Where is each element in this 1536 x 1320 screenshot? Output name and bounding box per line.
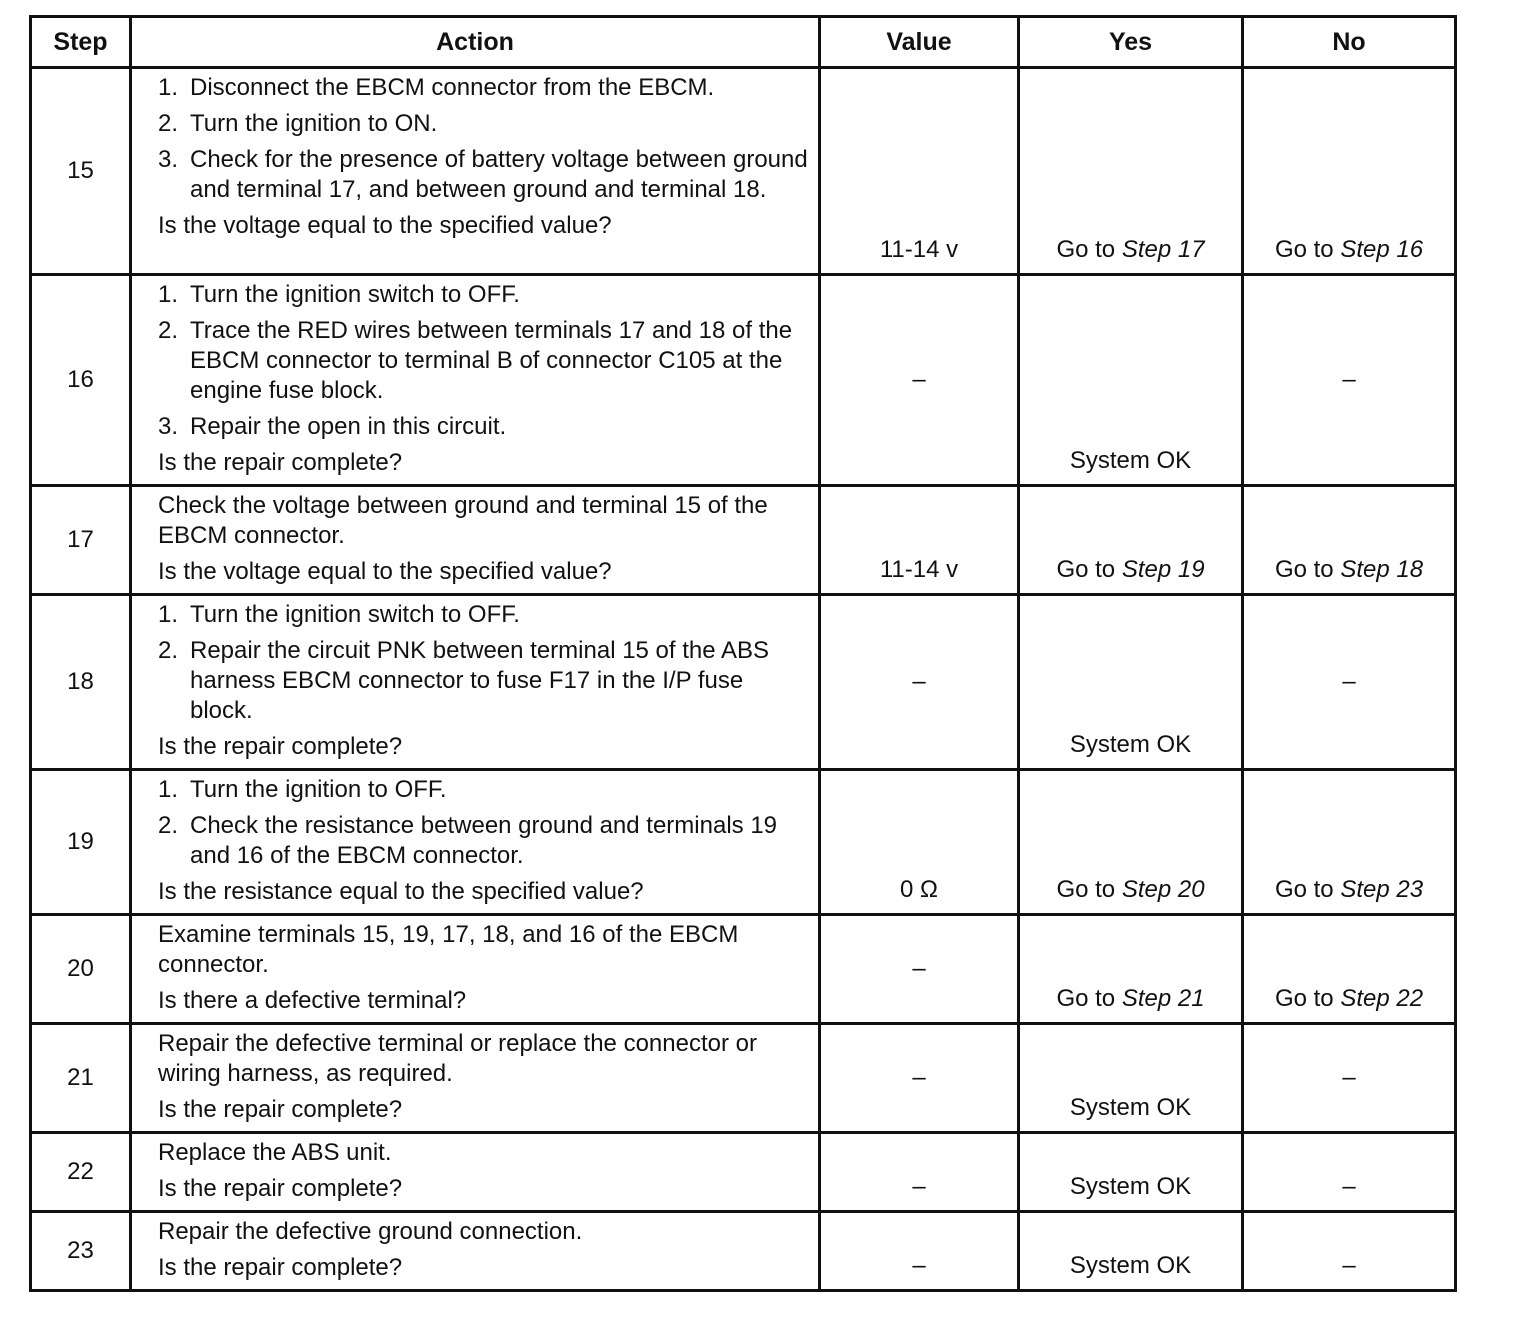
yes-cell xyxy=(1019,1024,1243,1133)
action-question: Is the voltage equal to the specified value? xyxy=(158,212,612,239)
action-question: Is the resistance equal to the specified value? xyxy=(158,878,644,905)
action-item-number: 2. xyxy=(158,637,179,664)
goto-prefix: Go to xyxy=(1056,556,1122,583)
action-item xyxy=(158,280,808,310)
action-item xyxy=(158,636,808,726)
action-item-text: Turn the ignition switch to OFF. xyxy=(190,601,520,628)
action-question: Is there a defective terminal? xyxy=(158,987,467,1014)
action-item-number: 1. xyxy=(158,776,179,803)
value-cell: 11-14 v xyxy=(820,68,1019,275)
action-line: Examine terminals 15, 19, 17, 18, and 16 of the EBCM connector. xyxy=(158,921,739,978)
action-cell xyxy=(131,1133,820,1212)
yes-cell xyxy=(1019,915,1243,1024)
yes-cell xyxy=(1019,1133,1243,1212)
goto-step-ref: Step 17 xyxy=(1121,236,1205,263)
action-item-text: Disconnect the EBCM connector from the EBCM. xyxy=(190,74,715,101)
action-item-text: Check the resistance between ground and terminals 19 and 16 of the EBCM connector. xyxy=(190,812,778,869)
goto-prefix: System OK xyxy=(1069,447,1192,474)
goto-step-ref: Step 16 xyxy=(1340,236,1424,263)
diagnostic-table xyxy=(29,15,1457,1292)
table-row xyxy=(31,1024,1456,1133)
action-cell xyxy=(131,486,820,595)
table-row xyxy=(31,1212,1456,1291)
action-item-number: 1. xyxy=(158,74,179,101)
goto-step-ref: Step 18 xyxy=(1340,556,1424,583)
no-cell xyxy=(1243,1024,1456,1133)
no-cell xyxy=(1243,1133,1456,1212)
value-cell: – xyxy=(820,1133,1019,1212)
action-cell xyxy=(131,1212,820,1291)
action-item xyxy=(158,811,808,871)
action-item-text: Turn the ignition to ON. xyxy=(190,110,438,137)
action-item-number: 1. xyxy=(158,281,179,308)
no-cell xyxy=(1243,1212,1456,1291)
action-item xyxy=(158,600,808,630)
action-cell xyxy=(131,68,820,275)
goto-prefix: System OK xyxy=(1069,1252,1192,1279)
action-item xyxy=(158,145,808,205)
step-number: 16 xyxy=(31,275,131,486)
action-question: Is the repair complete? xyxy=(158,1096,403,1123)
goto-step-ref: Step 19 xyxy=(1121,556,1205,583)
no-cell xyxy=(1243,770,1456,915)
action-item-text: Repair the open in this circuit. xyxy=(190,413,507,440)
no-cell xyxy=(1243,595,1456,770)
no-cell xyxy=(1243,68,1456,275)
goto-prefix: Go to xyxy=(1274,556,1341,583)
goto-prefix: Go to xyxy=(1056,985,1122,1012)
goto-step-ref: Step 21 xyxy=(1121,985,1205,1012)
action-line: Repair the defective terminal or replace the connector or wiring harness, as required. xyxy=(158,1030,757,1087)
goto-prefix: – xyxy=(1342,366,1356,393)
no-cell xyxy=(1243,486,1456,595)
table-row xyxy=(31,486,1456,595)
value-cell: – xyxy=(820,915,1019,1024)
yes-cell xyxy=(1019,595,1243,770)
value-cell: 0 Ω xyxy=(820,770,1019,915)
step-number: 17 xyxy=(31,486,131,595)
action-item-text: Repair the circuit PNK between terminal 15 of the ABS harness EBCM connector to fuse F17 in the I/P fuse block. xyxy=(190,637,769,724)
step-number: 22 xyxy=(31,1133,131,1212)
action-question: Is the repair complete? xyxy=(158,733,403,760)
action-question: Is the repair complete? xyxy=(158,1254,403,1281)
goto-prefix: – xyxy=(1342,1173,1356,1200)
action-item xyxy=(158,316,808,406)
table-row xyxy=(31,915,1456,1024)
value-cell: – xyxy=(820,275,1019,486)
action-item xyxy=(158,412,808,442)
goto-prefix: System OK xyxy=(1069,1173,1192,1200)
goto-step-ref: Step 22 xyxy=(1340,985,1424,1012)
yes-cell xyxy=(1019,770,1243,915)
action-question: Is the voltage equal to the specified value? xyxy=(158,558,612,585)
step-number: 20 xyxy=(31,915,131,1024)
action-cell xyxy=(131,770,820,915)
goto-prefix: – xyxy=(1342,668,1356,695)
header-action: Action xyxy=(131,17,820,68)
step-number: 18 xyxy=(31,595,131,770)
table-row xyxy=(31,595,1456,770)
yes-cell xyxy=(1019,275,1243,486)
action-question: Is the repair complete? xyxy=(158,1175,403,1202)
action-cell xyxy=(131,915,820,1024)
no-cell xyxy=(1243,275,1456,486)
yes-cell xyxy=(1019,486,1243,595)
table-row xyxy=(31,275,1456,486)
value-cell: 11-14 v xyxy=(820,486,1019,595)
no-cell xyxy=(1243,915,1456,1024)
action-item xyxy=(158,775,808,805)
yes-cell xyxy=(1019,1212,1243,1291)
action-item xyxy=(158,73,808,103)
value-cell: – xyxy=(820,1024,1019,1133)
yes-cell xyxy=(1019,68,1243,275)
goto-prefix: Go to xyxy=(1056,876,1122,903)
action-item-number: 3. xyxy=(158,413,179,440)
action-line: Repair the defective ground connection. xyxy=(158,1218,583,1245)
step-number: 15 xyxy=(31,68,131,275)
action-cell xyxy=(131,275,820,486)
action-line: Check the voltage between ground and terminal 15 of the EBCM connector. xyxy=(158,492,768,549)
table-row xyxy=(31,68,1456,275)
action-item-text: Check for the presence of battery voltage between ground and terminal 17, and between ground and terminal 18. xyxy=(190,146,808,203)
action-item-number: 1. xyxy=(158,601,179,628)
header-value: Value xyxy=(820,17,1019,68)
action-item xyxy=(158,109,808,139)
goto-prefix: Go to xyxy=(1274,876,1341,903)
goto-prefix: System OK xyxy=(1069,731,1192,758)
action-line: Replace the ABS unit. xyxy=(158,1139,392,1166)
table-row xyxy=(31,770,1456,915)
goto-step-ref: Step 20 xyxy=(1121,876,1205,903)
action-item-text: Turn the ignition switch to OFF. xyxy=(190,281,520,308)
action-item-text: Turn the ignition to OFF. xyxy=(190,776,447,803)
step-number: 23 xyxy=(31,1212,131,1291)
action-cell xyxy=(131,1024,820,1133)
action-question: Is the repair complete? xyxy=(158,449,403,476)
goto-prefix: – xyxy=(1342,1064,1356,1091)
header-step: Step xyxy=(31,17,131,68)
action-item-number: 2. xyxy=(158,812,179,839)
goto-prefix: Go to xyxy=(1274,236,1341,263)
goto-prefix: Go to xyxy=(1274,985,1341,1012)
action-item-number: 2. xyxy=(158,110,179,137)
action-cell xyxy=(131,595,820,770)
step-number: 21 xyxy=(31,1024,131,1133)
action-item-number: 3. xyxy=(158,146,179,173)
value-cell: – xyxy=(820,595,1019,770)
header-no: No xyxy=(1243,17,1456,68)
goto-step-ref: Step 23 xyxy=(1340,876,1424,903)
goto-prefix: – xyxy=(1342,1252,1356,1279)
goto-prefix: Go to xyxy=(1056,236,1122,263)
action-item-number: 2. xyxy=(158,317,179,344)
header-yes: Yes xyxy=(1019,17,1243,68)
value-cell: – xyxy=(820,1212,1019,1291)
step-number: 19 xyxy=(31,770,131,915)
table-row xyxy=(31,1133,1456,1212)
action-item-text: Trace the RED wires between terminals 17 and 18 of the EBCM connector to terminal B of connector C105 at the engine fuse block. xyxy=(190,317,793,404)
header-row xyxy=(31,17,1456,68)
goto-prefix: System OK xyxy=(1069,1094,1192,1121)
